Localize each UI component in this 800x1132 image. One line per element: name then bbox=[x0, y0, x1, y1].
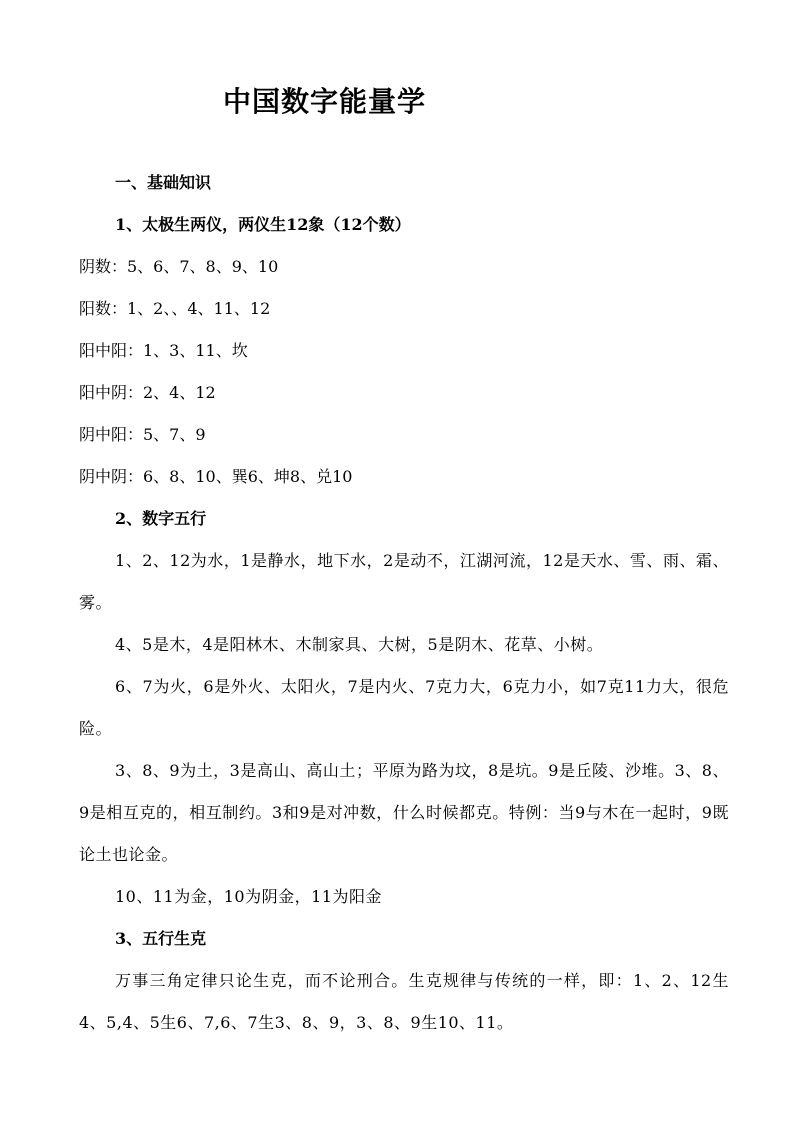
list-item-yang-in-yin: 阴中阳：5、7、9 bbox=[79, 425, 206, 444]
list-item-yin-in-yang: 阳中阴：2、4、12 bbox=[79, 383, 216, 402]
subsection-heading-five-elements: 2、数字五行 bbox=[115, 509, 207, 528]
list-item-yin-in-yin: 阴中阴：6、8、10、巽6、坤8、兑10 bbox=[79, 467, 353, 486]
page-title: 中国数字能量学 bbox=[223, 85, 427, 118]
list-item-yang-numbers: 阳数：1、2、、4、11、12 bbox=[79, 299, 271, 318]
paragraph-water: 1、2、12为水，1是静水，地下水，2是动不，江湖河流，12是天水、雪、雨、霜、雾。 bbox=[79, 551, 729, 612]
subsection-heading-generation: 3、五行生克 bbox=[115, 929, 207, 948]
paragraph-metal: 10、11为金，10为阴金，11为阳金 bbox=[115, 887, 382, 906]
paragraph-fire: 6、7为火，6是外火、太阳火，7是内火、7克力大，6克力小，如7克11力大，很危险。 bbox=[79, 677, 729, 738]
paragraph-earth: 3、8、9为土，3是高山、高山土；平原为路为坟，8是坑。9是丘陵、沙堆。3、8、9是相互克的，相互制约。3和9是对冲数，什么时候都克。特例：当9与木在一起时，9既论土也论金。 bbox=[79, 761, 729, 864]
section-heading-basics: 一、基础知识 bbox=[115, 173, 212, 192]
paragraph-generation-rules: 万事三角定律只论生克，而不论刑合。生克规律与传统的一样，即：1、2、12生4、5,4、5生6、7,6、7生3、8、9，3、8、9生10、11。 bbox=[79, 971, 729, 1032]
paragraph-wood: 4、5是木，4是阳林木、木制家具、大树，5是阴木、花草、小树。 bbox=[115, 635, 604, 654]
list-item-yang-in-yang: 阳中阳：1、3、11、坎 bbox=[79, 341, 248, 360]
subsection-heading-taiji: 1、太极生两仪，两仪生12象（12个数） bbox=[115, 215, 411, 234]
list-item-yin-numbers: 阴数：5、6、7、8、9、10 bbox=[79, 257, 279, 276]
